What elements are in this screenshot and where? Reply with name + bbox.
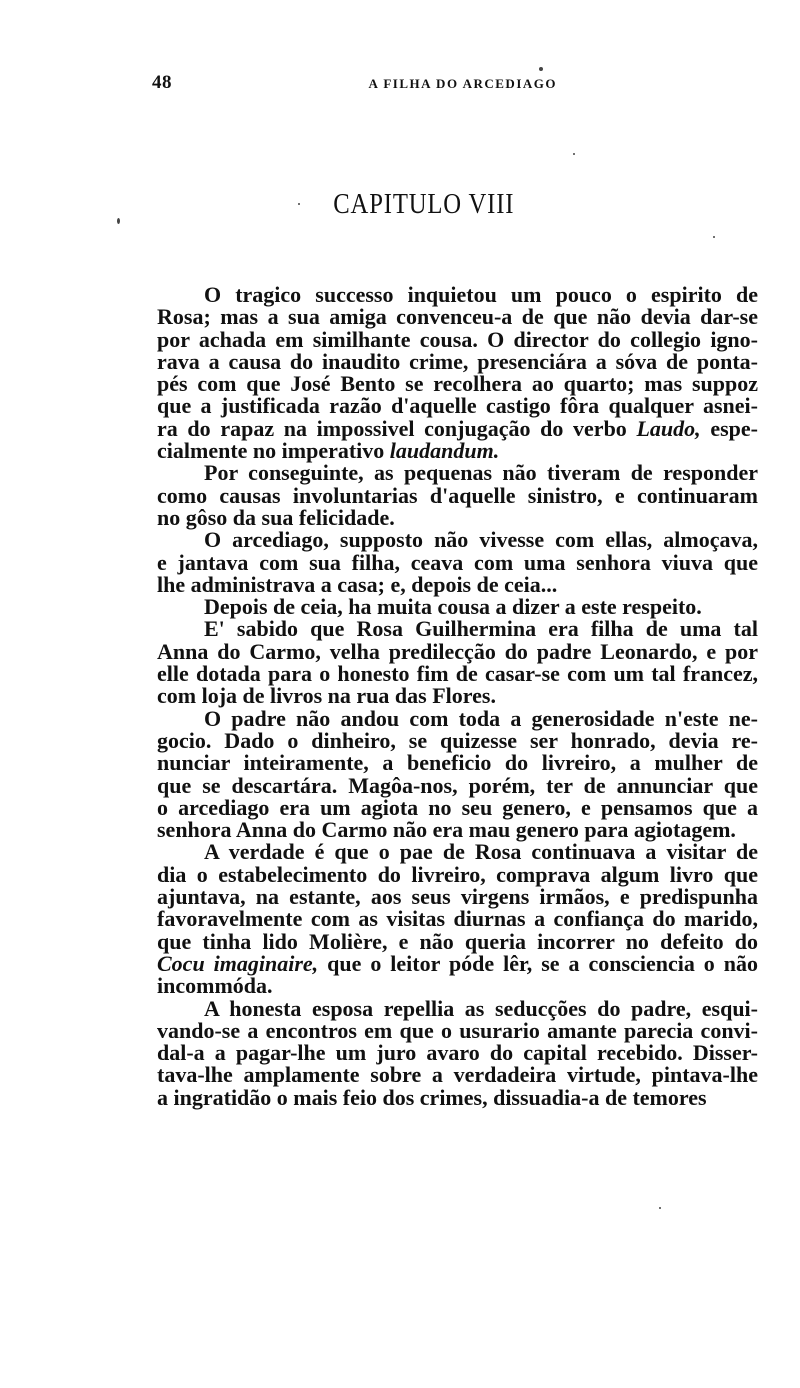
text-line: ra do rapaz na impossivel conjugação do verbo Laudo, espe-: [157, 415, 758, 441]
text-line: rava a causa do inaudito crime, presenciára a sóva de ponta-: [157, 348, 758, 374]
text-line: gocio. Dado o dinheiro, se quizesse ser honrado, devia re-: [157, 727, 758, 753]
text-line: que se descartára. Magôa-nos, porém, ter de annunciar que: [157, 772, 758, 798]
text-line: no gôso da sua felicidade.: [157, 504, 395, 530]
text-line: por achada em similhante cousa. O director do collegio igno-: [157, 326, 758, 352]
text-line: a ingratidão o mais feio dos crimes, dissuadia-a de temores: [157, 1084, 707, 1110]
text-line: e jantava com sua filha, ceava com uma senhora viuva que: [157, 549, 758, 575]
text-line: dia o estabelecimento do livreiro, comprava algum livro que: [157, 861, 758, 887]
text-line: O padre não andou com toda a generosidade n'este ne-: [204, 705, 758, 731]
body-text: [157, 284, 758, 1109]
text-line: vando-se a encontros em que o usurario amante parecia convi-: [157, 1017, 758, 1043]
running-title: A FILHA DO ARCEDIAGO: [368, 76, 557, 91]
text-line: O arcediago, supposto não vivesse com ellas, almoçava,: [204, 527, 758, 553]
text-line: Rosa; mas a sua amiga convenceu-a de que não devia dar-se: [157, 304, 758, 330]
text-line: lhe administrava a casa; e, depois de ceia...: [157, 571, 558, 597]
chapter-title: CAPITULO VIII: [333, 188, 515, 220]
text-line: A honesta esposa repellia as seducções do padre, esqui-: [204, 995, 758, 1021]
text-line: Por conseguinte, as pequenas não tiveram de responder: [204, 460, 758, 486]
text-line: elle dotada para o honesto fim de casar-se com um tal francez,: [157, 661, 758, 687]
text-line: pés com que José Bento se recolhera ao quarto; mas suppoz: [157, 371, 758, 397]
text-line: incommóda.: [157, 973, 273, 999]
scan-speck: [573, 153, 575, 155]
text-line: O tragico successo inquietou um pouco o espirito de: [204, 282, 758, 307]
text-line: E' sabido que Rosa Guilhermina era filha de uma tal: [204, 616, 758, 642]
page-number: 48: [152, 72, 172, 93]
text-line: nunciar inteiramente, a beneficio do livreiro, a mulher de: [157, 750, 758, 776]
scan-speck: [713, 236, 715, 238]
scan-speck: [659, 1207, 661, 1209]
text-line: ajuntava, na estante, aos seus virgens irmãos, e predispunha: [157, 884, 758, 910]
scan-speck: [298, 203, 300, 205]
italic-term: laudandum.: [389, 438, 500, 464]
text-line: com loja de livros na rua das Flores.: [157, 683, 496, 709]
text-line: que a justificada razão d'aquelle castigo fôra qualquer asnei-: [157, 393, 758, 419]
text-line: dal-a a pagar-lhe um juro avaro do capital recebido. Disser-: [157, 1040, 758, 1066]
text-line: A verdade é que o pae de Rosa continuava a visitar de: [204, 839, 758, 865]
text-line: como causas involuntarias d'aquelle sinistro, e continuaram: [157, 482, 758, 508]
scan-speck: [539, 67, 543, 71]
italic-term: Laudo,: [636, 415, 701, 441]
running-header: [152, 72, 557, 96]
text-line: tava-lhe amplamente sobre a verdadeira virtude, pintava-lhe: [157, 1062, 758, 1088]
text-line: senhora Anna do Carmo não era mau genero para agiotagem.: [157, 817, 736, 843]
italic-term: Cocu imaginaire,: [157, 950, 319, 976]
text-line: Anna do Carmo, velha predilecção do padre Leonardo, e por: [157, 638, 758, 664]
text-line: Cocu imaginaire, que o leitor póde lêr, se a consciencia o não: [157, 950, 758, 976]
scan-speck: [117, 218, 120, 224]
text-line: que tinha lido Molière, e não queria incorrer no defeito do: [157, 928, 758, 954]
text-line: cialmente no imperativo laudandum.: [157, 438, 500, 464]
text-line: favoravelmente com as visitas diurnas a confiança do marido,: [157, 906, 758, 932]
text-line: Depois de ceia, ha muita cousa a dizer a este respeito.: [204, 594, 702, 620]
text-line: o arcediago era um agiota no seu genero, e pensamos que a: [157, 794, 758, 820]
